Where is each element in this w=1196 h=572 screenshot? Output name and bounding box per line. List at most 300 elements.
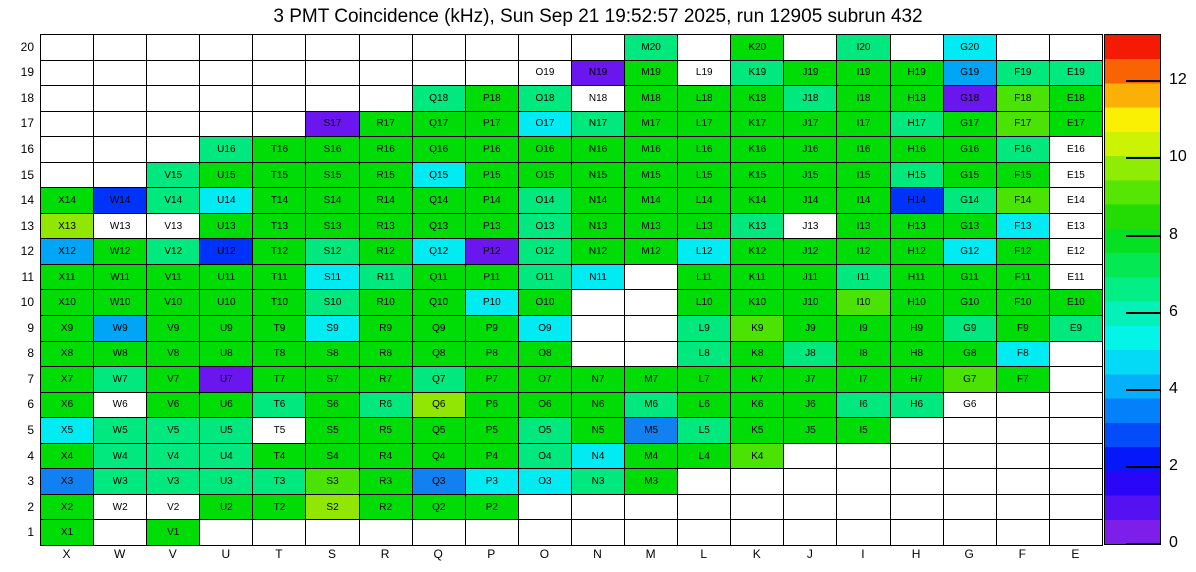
heatmap-cell-F12: F12 <box>997 239 1050 265</box>
heatmap-cell-L6: L6 <box>678 393 731 419</box>
heatmap-cell-W4: W4 <box>94 444 147 470</box>
colorbar-tick-mark <box>1126 235 1160 237</box>
heatmap-cell-E18: E18 <box>1050 86 1103 112</box>
heatmap-cell-R14: R14 <box>360 188 413 214</box>
y-axis <box>8 34 34 545</box>
heatmap-cell-R6: R6 <box>360 393 413 419</box>
heatmap-cell-empty <box>678 495 731 521</box>
heatmap-cell-M12: M12 <box>625 239 678 265</box>
heatmap-cell-L19: L19 <box>678 61 731 87</box>
heatmap-cell-T11: T11 <box>253 265 306 291</box>
heatmap-cell-G14: G14 <box>944 188 997 214</box>
heatmap-cell-empty <box>94 86 147 112</box>
heatmap-cell-T8: T8 <box>253 342 306 368</box>
heatmap-cell-P14: P14 <box>466 188 519 214</box>
y-tick-label: 5 <box>27 422 34 437</box>
heatmap-cell-empty <box>625 520 678 546</box>
heatmap-cell-V14: V14 <box>147 188 200 214</box>
heatmap-cell-R9: R9 <box>360 316 413 342</box>
heatmap-cell-J11: J11 <box>784 265 837 291</box>
heatmap-cell-F16: F16 <box>997 137 1050 163</box>
heatmap-cell-I8: I8 <box>837 342 890 368</box>
heatmap-cell-K14: K14 <box>731 188 784 214</box>
y-tick-label: 17 <box>20 116 34 131</box>
heatmap-cell-V9: V9 <box>147 316 200 342</box>
heatmap-cell-G11: G11 <box>944 265 997 291</box>
x-tick-label: X <box>62 547 71 561</box>
heatmap-cell-empty <box>784 520 837 546</box>
heatmap-cell-O16: O16 <box>519 137 572 163</box>
heatmap-cell-V15: V15 <box>147 163 200 189</box>
heatmap-cell-H8: H8 <box>891 342 944 368</box>
heatmap-cell-R2: R2 <box>360 495 413 521</box>
colorbar-tick-mark <box>1126 466 1160 468</box>
heatmap-cell-H16: H16 <box>891 137 944 163</box>
heatmap-cell-O9: O9 <box>519 316 572 342</box>
heatmap-cell-T7: T7 <box>253 367 306 393</box>
colorbar-tick-label: 6 <box>1169 302 1178 320</box>
heatmap-cell-U16: U16 <box>200 137 253 163</box>
heatmap-cell-V8: V8 <box>147 342 200 368</box>
heatmap-cell-H15: H15 <box>891 163 944 189</box>
heatmap-cell-G17: G17 <box>944 112 997 138</box>
heatmap-cell-T6: T6 <box>253 393 306 419</box>
heatmap-cell-empty <box>94 163 147 189</box>
heatmap-cell-empty <box>997 35 1050 61</box>
y-tick-label: 15 <box>20 167 34 182</box>
heatmap-cell-empty <box>253 520 306 546</box>
x-tick-label: H <box>911 547 921 561</box>
heatmap-cell-U5: U5 <box>200 418 253 444</box>
y-tick-label: 12 <box>20 244 34 259</box>
heatmap-cell-R11: R11 <box>360 265 413 291</box>
heatmap-cell-empty <box>837 444 890 470</box>
heatmap-cell-K12: K12 <box>731 239 784 265</box>
heatmap-cell-empty <box>891 35 944 61</box>
heatmap-cell-T14: T14 <box>253 188 306 214</box>
heatmap-cell-R8: R8 <box>360 342 413 368</box>
heatmap-cell-empty <box>625 495 678 521</box>
x-tick-label: W <box>113 547 126 561</box>
heatmap-cell-J5: J5 <box>784 418 837 444</box>
heatmap-cell-O4: O4 <box>519 444 572 470</box>
heatmap-cell-R13: R13 <box>360 214 413 240</box>
heatmap-cell-Q4: Q4 <box>413 444 466 470</box>
heatmap-cell-S4: S4 <box>306 444 359 470</box>
heatmap-cell-J7: J7 <box>784 367 837 393</box>
heatmap-cell-X6: X6 <box>41 393 94 419</box>
heatmap-cell-X2: X2 <box>41 495 94 521</box>
heatmap-cell-L11: L11 <box>678 265 731 291</box>
heatmap-cell-R4: R4 <box>360 444 413 470</box>
heatmap-cell-empty <box>731 469 784 495</box>
heatmap-cell-P13: P13 <box>466 214 519 240</box>
heatmap-cell-S2: S2 <box>306 495 359 521</box>
heatmap-cell-W2: W2 <box>94 495 147 521</box>
heatmap-cell-T16: T16 <box>253 137 306 163</box>
heatmap-cell-F10: F10 <box>997 290 1050 316</box>
heatmap-cell-U3: U3 <box>200 469 253 495</box>
heatmap-cell-I10: I10 <box>837 290 890 316</box>
heatmap-cell-F8: F8 <box>997 342 1050 368</box>
y-tick-label: 6 <box>27 397 34 412</box>
heatmap-cell-K15: K15 <box>731 163 784 189</box>
heatmap-cell-X11: X11 <box>41 265 94 291</box>
heatmap-cell-S15: S15 <box>306 163 359 189</box>
heatmap-cell-empty <box>784 469 837 495</box>
heatmap-cell-R17: R17 <box>360 112 413 138</box>
heatmap-cell-J19: J19 <box>784 61 837 87</box>
heatmap-cell-S8: S8 <box>306 342 359 368</box>
heatmap-cell-U9: U9 <box>200 316 253 342</box>
heatmap-cell-P4: P4 <box>466 444 519 470</box>
heatmap-cell-Q17: Q17 <box>413 112 466 138</box>
heatmap-cell-H14: H14 <box>891 188 944 214</box>
heatmap-cell-H17: H17 <box>891 112 944 138</box>
heatmap-cell-empty <box>519 495 572 521</box>
heatmap-cell-empty <box>466 61 519 87</box>
heatmap-cell-empty <box>41 163 94 189</box>
heatmap-cell-J18: J18 <box>784 86 837 112</box>
heatmap-cell-empty <box>147 86 200 112</box>
heatmap-cell-empty <box>997 444 1050 470</box>
heatmap-cell-K13: K13 <box>731 214 784 240</box>
heatmap-cell-empty <box>1050 367 1103 393</box>
heatmap-cell-V13: V13 <box>147 214 200 240</box>
heatmap-cell-X14: X14 <box>41 188 94 214</box>
heatmap-cell-K20: K20 <box>731 35 784 61</box>
heatmap-cell-empty <box>572 520 625 546</box>
y-tick-label: 2 <box>27 499 34 514</box>
heatmap-cell-W6: W6 <box>94 393 147 419</box>
heatmap-cell-J10: J10 <box>784 290 837 316</box>
heatmap-cell-empty <box>200 35 253 61</box>
heatmap-cell-G15: G15 <box>944 163 997 189</box>
heatmap-cell-K17: K17 <box>731 112 784 138</box>
heatmap-cell-empty <box>413 61 466 87</box>
heatmap-cell-R16: R16 <box>360 137 413 163</box>
heatmap-cell-empty <box>41 35 94 61</box>
heatmap-cell-P2: P2 <box>466 495 519 521</box>
y-tick-label: 7 <box>27 371 34 386</box>
heatmap-cell-W14: W14 <box>94 188 147 214</box>
heatmap-cell-empty <box>837 495 890 521</box>
heatmap-cell-empty <box>891 418 944 444</box>
heatmap-cell-S12: S12 <box>306 239 359 265</box>
heatmap-cell-N15: N15 <box>572 163 625 189</box>
heatmap-cell-empty <box>891 469 944 495</box>
heatmap-cell-O5: O5 <box>519 418 572 444</box>
heatmap-cell-I19: I19 <box>837 61 890 87</box>
heatmap-cell-O11: O11 <box>519 265 572 291</box>
heatmap-cell-empty <box>1050 469 1103 495</box>
heatmap-cell-O12: O12 <box>519 239 572 265</box>
heatmap-cell-K16: K16 <box>731 137 784 163</box>
heatmap-cell-T10: T10 <box>253 290 306 316</box>
heatmap-cell-O7: O7 <box>519 367 572 393</box>
colorbar-tick-label: 2 <box>1169 456 1178 474</box>
heatmap-cell-empty <box>944 418 997 444</box>
heatmap-cell-empty <box>306 520 359 546</box>
heatmap-cell-empty <box>200 520 253 546</box>
heatmap-cell-empty <box>466 35 519 61</box>
y-tick-label: 8 <box>27 346 34 361</box>
heatmap-cell-O18: O18 <box>519 86 572 112</box>
heatmap-cell-J8: J8 <box>784 342 837 368</box>
heatmap-cell-M7: M7 <box>625 367 678 393</box>
y-tick-label: 19 <box>20 65 34 80</box>
x-tick-label: R <box>380 547 390 561</box>
colorbar-tick-label: 12 <box>1169 71 1187 89</box>
heatmap-cell-X9: X9 <box>41 316 94 342</box>
heatmap-cell-empty <box>360 520 413 546</box>
x-tick-label: G <box>964 547 974 561</box>
x-tick-label: K <box>752 547 761 561</box>
heatmap-cell-empty <box>306 35 359 61</box>
heatmap-cell-X10: X10 <box>41 290 94 316</box>
heatmap-cell-F15: F15 <box>997 163 1050 189</box>
heatmap-cell-Q6: Q6 <box>413 393 466 419</box>
heatmap-cell-Q16: Q16 <box>413 137 466 163</box>
heatmap-cell-empty <box>784 495 837 521</box>
colorbar-tick-label: 4 <box>1169 379 1178 397</box>
heatmap-cell-J12: J12 <box>784 239 837 265</box>
heatmap-cell-Q2: Q2 <box>413 495 466 521</box>
heatmap-cell-P17: P17 <box>466 112 519 138</box>
heatmap-cell-H18: H18 <box>891 86 944 112</box>
heatmap-cell-K19: K19 <box>731 61 784 87</box>
heatmap-cell-O8: O8 <box>519 342 572 368</box>
heatmap-cell-K10: K10 <box>731 290 784 316</box>
heatmap-cell-empty <box>253 86 306 112</box>
heatmap-cell-I9: I9 <box>837 316 890 342</box>
heatmap-cell-M14: M14 <box>625 188 678 214</box>
heatmap-cell-V3: V3 <box>147 469 200 495</box>
heatmap-cell-V12: V12 <box>147 239 200 265</box>
heatmap-cell-E17: E17 <box>1050 112 1103 138</box>
heatmap-cell-G19: G19 <box>944 61 997 87</box>
heatmap-cell-N18: N18 <box>572 86 625 112</box>
x-tick-label: M <box>645 547 656 561</box>
heatmap-cell-empty <box>1050 495 1103 521</box>
heatmap-cell-Q8: Q8 <box>413 342 466 368</box>
heatmap-cell-empty <box>837 469 890 495</box>
heatmap-cell-I16: I16 <box>837 137 890 163</box>
x-axis <box>40 547 1102 565</box>
heatmap-cell-empty <box>731 520 784 546</box>
x-tick-label: N <box>593 547 602 561</box>
heatmap-cell-M3: M3 <box>625 469 678 495</box>
y-tick-label: 1 <box>27 525 34 540</box>
heatmap-cell-R7: R7 <box>360 367 413 393</box>
heatmap-cell-I14: I14 <box>837 188 890 214</box>
heatmap-cell-M19: M19 <box>625 61 678 87</box>
heatmap-cell-E16: E16 <box>1050 137 1103 163</box>
heatmap-cell-I20: I20 <box>837 35 890 61</box>
heatmap-cell-empty <box>678 469 731 495</box>
colorbar-tick-mark <box>1126 312 1160 314</box>
heatmap-cell-empty <box>1050 35 1103 61</box>
heatmap-cell-empty <box>41 137 94 163</box>
heatmap-cell-empty <box>253 35 306 61</box>
heatmap-cell-empty <box>731 495 784 521</box>
heatmap-cell-H12: H12 <box>891 239 944 265</box>
heatmap-cell-N6: N6 <box>572 393 625 419</box>
heatmap-cell-Q9: Q9 <box>413 316 466 342</box>
heatmap-cell-Q11: Q11 <box>413 265 466 291</box>
heatmap-cell-R12: R12 <box>360 239 413 265</box>
heatmap-cell-H11: H11 <box>891 265 944 291</box>
heatmap-cell-S7: S7 <box>306 367 359 393</box>
heatmap-cell-T15: T15 <box>253 163 306 189</box>
heatmap-cell-empty <box>41 86 94 112</box>
heatmap-cell-O3: O3 <box>519 469 572 495</box>
heatmap-cell-N13: N13 <box>572 214 625 240</box>
heatmap-cell-V10: V10 <box>147 290 200 316</box>
heatmap-cell-S3: S3 <box>306 469 359 495</box>
heatmap-cell-M18: M18 <box>625 86 678 112</box>
heatmap-cell-V11: V11 <box>147 265 200 291</box>
heatmap-cell-T2: T2 <box>253 495 306 521</box>
heatmap-cell-I7: I7 <box>837 367 890 393</box>
heatmap-cell-U4: U4 <box>200 444 253 470</box>
heatmap-cell-H19: H19 <box>891 61 944 87</box>
heatmap-cell-W11: W11 <box>94 265 147 291</box>
y-tick-label: 14 <box>20 193 34 208</box>
heatmap-cell-J14: J14 <box>784 188 837 214</box>
heatmap-cell-empty <box>997 418 1050 444</box>
heatmap-cell-E19: E19 <box>1050 61 1103 87</box>
heatmap-cell-P8: P8 <box>466 342 519 368</box>
heatmap-cell-empty <box>1050 342 1103 368</box>
heatmap-cell-V2: V2 <box>147 495 200 521</box>
heatmap-cell-F19: F19 <box>997 61 1050 87</box>
x-tick-label: P <box>487 547 496 561</box>
heatmap-cell-empty <box>944 520 997 546</box>
heatmap-cell-U10: U10 <box>200 290 253 316</box>
heatmap-cell-O10: O10 <box>519 290 572 316</box>
heatmap-cell-P9: P9 <box>466 316 519 342</box>
heatmap-cell-G20: G20 <box>944 35 997 61</box>
heatmap-cell-S9: S9 <box>306 316 359 342</box>
colorbar-tick-mark <box>1126 543 1160 545</box>
heatmap-cell-empty <box>572 316 625 342</box>
heatmap-cell-S17: S17 <box>306 112 359 138</box>
heatmap-cell-empty <box>147 112 200 138</box>
heatmap-cell-S16: S16 <box>306 137 359 163</box>
heatmap-cell-P6: P6 <box>466 393 519 419</box>
heatmap-cell-M5: M5 <box>625 418 678 444</box>
heatmap-cell-empty <box>200 86 253 112</box>
heatmap-cell-U2: U2 <box>200 495 253 521</box>
heatmap-cell-T4: T4 <box>253 444 306 470</box>
heatmap-cell-empty <box>519 35 572 61</box>
heatmap-cell-X3: X3 <box>41 469 94 495</box>
heatmap-cell-J16: J16 <box>784 137 837 163</box>
heatmap-cell-F9: F9 <box>997 316 1050 342</box>
x-tick-label: I <box>861 547 865 561</box>
heatmap-cell-empty <box>94 137 147 163</box>
heatmap-cell-F11: F11 <box>997 265 1050 291</box>
heatmap-cell-H7: H7 <box>891 367 944 393</box>
heatmap-cell-empty <box>784 444 837 470</box>
heatmap-cell-empty <box>413 520 466 546</box>
heatmap-cell-empty <box>147 35 200 61</box>
heatmap-cell-empty <box>572 35 625 61</box>
heatmap-cell-empty <box>306 86 359 112</box>
heatmap-cell-N14: N14 <box>572 188 625 214</box>
heatmap-cell-N17: N17 <box>572 112 625 138</box>
heatmap-cell-S13: S13 <box>306 214 359 240</box>
heatmap-cell-P11: P11 <box>466 265 519 291</box>
heatmap-cell-N11: N11 <box>572 265 625 291</box>
heatmap-cell-N4: N4 <box>572 444 625 470</box>
heatmap-cell-O19: O19 <box>519 61 572 87</box>
heatmap-cell-I13: I13 <box>837 214 890 240</box>
heatmap-cell-W5: W5 <box>94 418 147 444</box>
heatmap-cell-K5: K5 <box>731 418 784 444</box>
heatmap-cell-J9: J9 <box>784 316 837 342</box>
heatmap-cell-empty <box>625 316 678 342</box>
heatmap-cell-L14: L14 <box>678 188 731 214</box>
heatmap-cell-E13: E13 <box>1050 214 1103 240</box>
heatmap-cell-Q5: Q5 <box>413 418 466 444</box>
heatmap-cell-L4: L4 <box>678 444 731 470</box>
x-tick-label: Q <box>433 547 443 561</box>
heatmap-cell-Q3: Q3 <box>413 469 466 495</box>
y-tick-label: 4 <box>27 448 34 463</box>
y-tick-label: 20 <box>20 39 34 54</box>
heatmap-cell-V7: V7 <box>147 367 200 393</box>
heatmap-cell-O15: O15 <box>519 163 572 189</box>
colorbar-tick-mark <box>1126 157 1160 159</box>
heatmap-cell-empty <box>944 469 997 495</box>
heatmap-cell-L10: L10 <box>678 290 731 316</box>
heatmap-cell-P18: P18 <box>466 86 519 112</box>
heatmap-cell-O13: O13 <box>519 214 572 240</box>
heatmap-cell-W3: W3 <box>94 469 147 495</box>
heatmap-cell-W13: W13 <box>94 214 147 240</box>
heatmap-cell-S10: S10 <box>306 290 359 316</box>
heatmap-cell-E11: E11 <box>1050 265 1103 291</box>
heatmap-cell-G16: G16 <box>944 137 997 163</box>
heatmap-cell-K8: K8 <box>731 342 784 368</box>
heatmap-cell-empty <box>625 265 678 291</box>
y-tick-label: 10 <box>20 295 34 310</box>
heatmap-cell-empty <box>360 35 413 61</box>
heatmap-cell-empty <box>678 35 731 61</box>
heatmap-cell-G13: G13 <box>944 214 997 240</box>
heatmap-cell-empty <box>837 520 890 546</box>
heatmap-cell-M6: M6 <box>625 393 678 419</box>
heatmap-cell-empty <box>1050 418 1103 444</box>
heatmap-cell-P10: P10 <box>466 290 519 316</box>
heatmap-cell-empty <box>891 495 944 521</box>
heatmap-cell-P12: P12 <box>466 239 519 265</box>
heatmap-cell-L15: L15 <box>678 163 731 189</box>
heatmap-cell-S5: S5 <box>306 418 359 444</box>
y-tick-label: 9 <box>27 320 34 335</box>
heatmap-cell-Q10: Q10 <box>413 290 466 316</box>
heatmap-cell-G9: G9 <box>944 316 997 342</box>
heatmap-cell-empty <box>625 290 678 316</box>
heatmap-cell-W10: W10 <box>94 290 147 316</box>
x-tick-label: F <box>1018 547 1026 561</box>
heatmap-cell-empty <box>360 61 413 87</box>
heatmap-cell-empty <box>253 61 306 87</box>
heatmap-cell-U13: U13 <box>200 214 253 240</box>
heatmap-cell-E12: E12 <box>1050 239 1103 265</box>
